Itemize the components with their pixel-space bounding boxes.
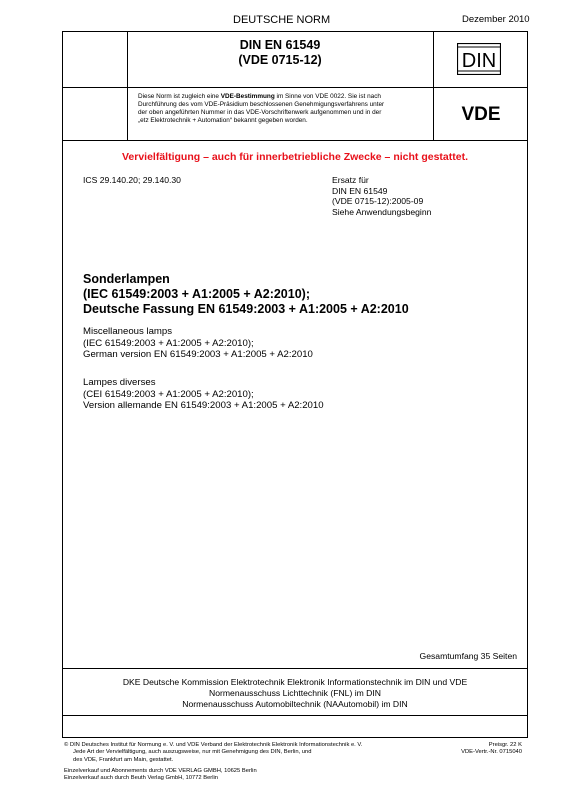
english-title bbox=[83, 326, 313, 361]
committee-line: Normenausschuss Lichttechnik (FNL) im DIN bbox=[209, 688, 381, 698]
replacement-line: DIN EN 61549 bbox=[332, 185, 388, 196]
vde-logo bbox=[444, 104, 518, 122]
cover-frame bbox=[62, 31, 528, 738]
note-text: im Sinne von VDE 0022. Sie ist nach bbox=[274, 93, 381, 100]
title-line: (CEI 61549:2003 + A1:2005 + A2:2010); bbox=[83, 388, 254, 400]
din-logo bbox=[457, 43, 501, 75]
vde-contract-number: VDE-Vertr.-Nr. 0715040 bbox=[461, 749, 522, 756]
price-group: Preisgr. 22 K bbox=[488, 742, 522, 748]
total-pages: Gesamtumfang 35 Seiten bbox=[419, 651, 517, 661]
title-line: Sonderlampen bbox=[83, 272, 170, 286]
french-title bbox=[83, 377, 324, 412]
divider bbox=[63, 668, 527, 669]
copy-warning: Vervielfältigung – auch für innerbetriebliche Zwecke – nicht gestattet. bbox=[121, 151, 468, 163]
divider bbox=[63, 87, 527, 88]
ics-codes: ICS 29.140.20; 29.140.30 bbox=[83, 175, 181, 185]
german-title bbox=[83, 272, 409, 317]
header-date: Dezember 2010 bbox=[462, 14, 530, 25]
vde-logo-text: VDE bbox=[461, 104, 501, 122]
committee-line: Normenausschuss Automobiltechnik (NAAutomobil) im DIN bbox=[182, 699, 408, 709]
divider bbox=[63, 140, 527, 141]
committee-line: DKE Deutsche Kommission Elektrotechnik Elektronik Informationstechnik im DIN und VDE bbox=[122, 677, 468, 687]
replacement-line: (VDE 0715-12):2005-09 bbox=[332, 196, 424, 206]
document-number bbox=[127, 38, 433, 68]
replacement-line: Ersatz für bbox=[332, 175, 369, 185]
sales-info bbox=[64, 768, 257, 783]
copyright-notice bbox=[64, 742, 444, 764]
document-number-vde: (VDE 0715-12) bbox=[238, 53, 322, 67]
title-line: (IEC 61549:2003 + A1:2005 + A2:2010); bbox=[83, 337, 254, 349]
copyright-line: des VDE, Frankfurt am Main, gestattet. bbox=[73, 756, 174, 763]
copyright-line: Jede Art der Vervielfältigung, auch auszugsweise, nur mit Genehmigung des DIN, Berlin, und bbox=[73, 749, 312, 756]
sales-line: Einzelverkauf auch durch Beuth Verlag GmbH, 10772 Berlin bbox=[64, 775, 219, 782]
document-number-din: DIN EN 61549 bbox=[239, 38, 321, 52]
replacement-info bbox=[332, 175, 431, 217]
note-text: Diese Norm ist zugleich eine bbox=[138, 93, 221, 100]
title-line: (IEC 61549:2003 + A1:2005 + A2:2010); bbox=[83, 287, 310, 301]
title-line: Miscellaneous lamps bbox=[83, 326, 173, 337]
title-line: Lampes diverses bbox=[83, 377, 156, 388]
price-info bbox=[461, 742, 522, 757]
note-text: „etz Elektrotechnik + Automation“ bekannt gegeben worden. bbox=[138, 117, 308, 124]
sales-line: Einzelverkauf und Abonnements durch VDE VERLAG GMBH, 10625 Berlin bbox=[64, 768, 257, 774]
replacement-line: Siehe Anwendungsbeginn bbox=[332, 206, 432, 217]
note-text: der oben angeführten Nummer in das VDE-Vorschriftenwerk aufgenommen und in der bbox=[138, 109, 382, 116]
divider bbox=[63, 715, 527, 716]
committee-info bbox=[63, 677, 527, 710]
title-line: Deutsche Fassung EN 61549:2003 + A1:2005 + A2:2010 bbox=[83, 302, 409, 316]
din-logo-text: DIN bbox=[461, 50, 497, 72]
title-line: German version EN 61549:2003 + A1:2005 + A2:2010 bbox=[83, 349, 313, 360]
vde-regulation-note bbox=[138, 93, 438, 125]
copyright-line: © DIN Deutsches Institut für Normung e. V. und VDE Verband der Elektrotechnik Elektronik Informationstechnik e. V. bbox=[64, 742, 363, 748]
header-standard-type: DEUTSCHE NORM bbox=[233, 14, 331, 26]
title-line: Version allemande EN 61549:2003 + A1:2005 + A2:2010 bbox=[83, 400, 324, 411]
note-emphasis: VDE-Bestimmung bbox=[220, 93, 275, 100]
note-text: Durchführung des vom VDE-Präsidium beschlossenen Genehmigungsverfahrens unter bbox=[138, 101, 385, 108]
